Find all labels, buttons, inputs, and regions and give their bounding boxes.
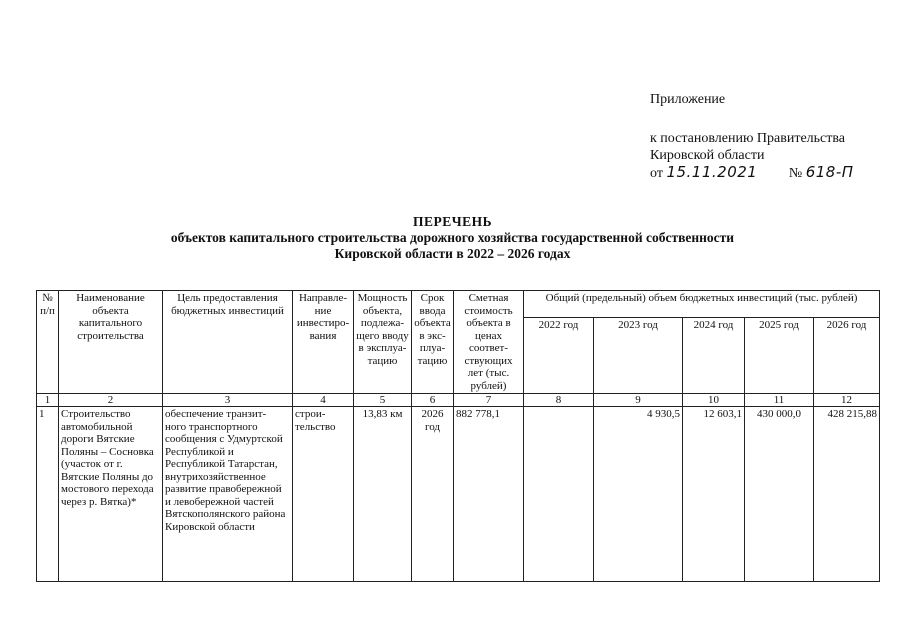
column-number: 1 [37, 394, 59, 407]
cell-num: 1 [37, 407, 59, 582]
table-row [37, 407, 880, 582]
cell-name: Строительство автомобильной дороги Вятские Поляны – Сосновка (участок от г. Вятские Поляны до мостового перехода через р. Вятка)* [59, 407, 163, 582]
column-number: 11 [745, 394, 814, 407]
number-prefix: № [788, 166, 803, 181]
cell-direction: строи- тельство [293, 407, 354, 582]
heading-subtitle-line1: объектов капитального строительства дорожного хозяйства государственной собственности [170, 230, 735, 245]
handwritten-date: 15.11.2021 [666, 163, 758, 181]
header-purpose: Цель предоставления бюджетных инвестиций [163, 291, 293, 394]
header-total-group: Общий (предельный) объем бюджетных инвестиций (тыс. рублей) [524, 291, 880, 318]
appendix-date-row [650, 164, 854, 182]
cell-2023: 4 930,5 [594, 407, 683, 582]
cell-cost: 882 778,1 [454, 407, 524, 582]
header-year-2024: 2024 год [683, 318, 745, 394]
date-prefix: от [650, 166, 663, 181]
appendix-block [650, 91, 854, 182]
header-year-2025: 2025 год [745, 318, 814, 394]
column-number: 4 [293, 394, 354, 407]
cell-2024: 12 603,1 [683, 407, 745, 582]
column-numbers-row [37, 394, 880, 407]
handwritten-number: 618-П [805, 163, 854, 181]
column-number: 6 [412, 394, 454, 407]
header-num: № п/п [37, 291, 59, 394]
header-year-2023: 2023 год [594, 318, 683, 394]
document-heading [0, 214, 905, 262]
header-capacity: Мощность объекта, подлежа- щего вводу в эксплуа- тацию [354, 291, 412, 394]
appendix-line1: к постановлению Правительства [650, 131, 846, 146]
heading-subtitle-line2: Кировской области в 2022 – 2026 годах [334, 246, 571, 261]
objects-table [36, 290, 880, 582]
cell-capacity: 13,83 км [354, 407, 412, 582]
header-row-1 [37, 291, 880, 318]
header-direction: Направле- ние инвестиро- вания [293, 291, 354, 394]
column-number: 5 [354, 394, 412, 407]
column-number: 2 [59, 394, 163, 407]
appendix-line2: Кировской области [650, 148, 765, 163]
column-number: 12 [814, 394, 880, 407]
heading-title: ПЕРЕЧЕНЬ [412, 214, 493, 229]
header-year-2022: 2022 год [524, 318, 594, 394]
column-number: 10 [683, 394, 745, 407]
header-term: Срок ввода объекта в экс- плуа- тацию [412, 291, 454, 394]
cell-term: 2026 год [412, 407, 454, 582]
column-number: 7 [454, 394, 524, 407]
cell-purpose: обеспечение транзит- ного транспортного сообщения с Удмуртской Республикой и Республикой Татарстан, внутрихозяйственное развитие правобережной и левобережной частей Вятскополянского района Кировской области [163, 407, 293, 582]
header-name: Наименование объекта капитального строительства [59, 291, 163, 394]
cell-2026: 428 215,88 [814, 407, 880, 582]
cell-2025: 430 000,0 [745, 407, 814, 582]
column-number: 9 [594, 394, 683, 407]
column-number: 3 [163, 394, 293, 407]
header-cost: Сметная стоимость объекта в ценах соответ- ствующих лет (тыс. рублей) [454, 291, 524, 394]
header-year-2026: 2026 год [814, 318, 880, 394]
appendix-title: Приложение [650, 92, 726, 107]
cell-2022 [524, 407, 594, 582]
column-number: 8 [524, 394, 594, 407]
